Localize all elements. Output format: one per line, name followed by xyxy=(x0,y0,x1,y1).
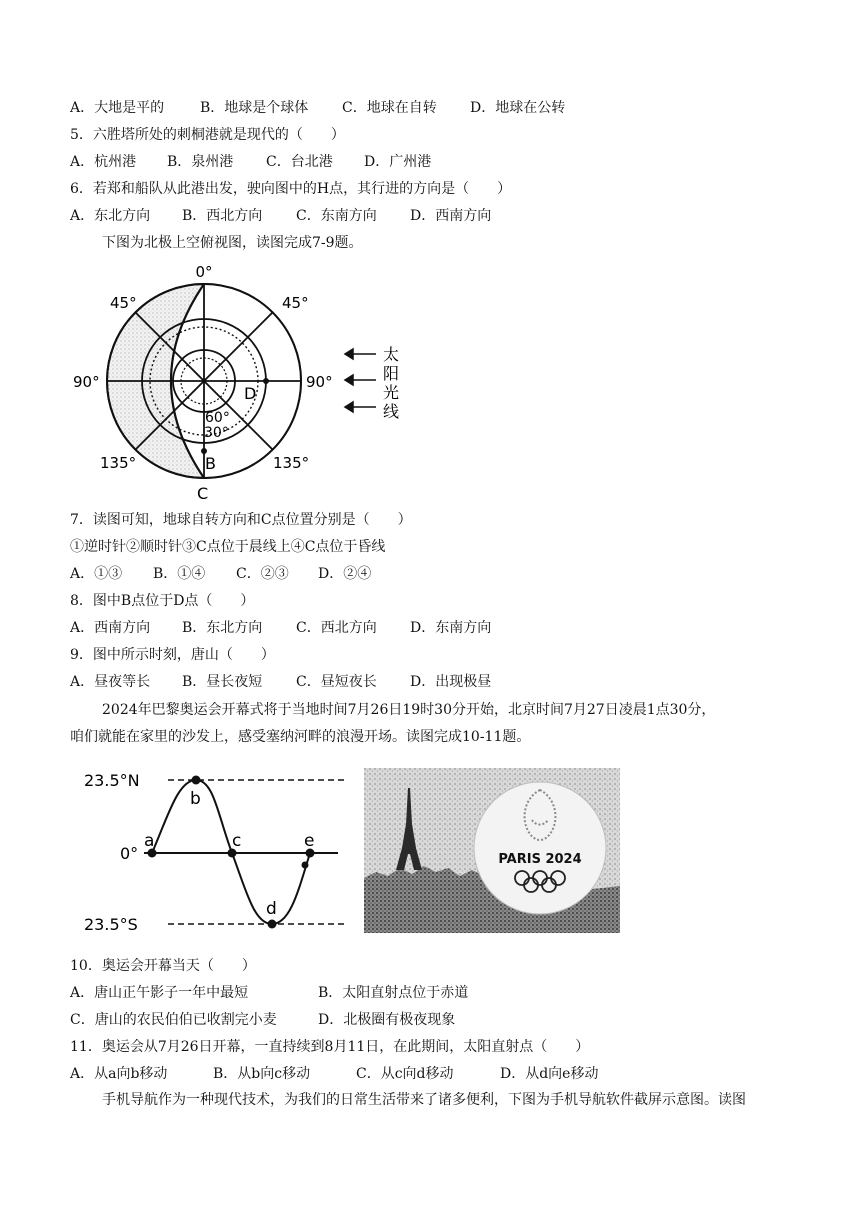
q10-option-c: C．唐山的农民伯伯已收割完小麦 xyxy=(70,1012,277,1028)
paris-2024-photo xyxy=(364,768,620,933)
q4-option-c: C．地球在自转 xyxy=(342,100,437,116)
point-d-dot xyxy=(263,378,269,384)
label-90-east: 90° xyxy=(306,373,333,391)
paris-logo-sphere xyxy=(474,782,606,914)
extra-dot xyxy=(302,862,309,869)
q6-stem: 6．若郑和船队从此港出发，驶向图中的H点，其行进的方向是（ ） xyxy=(70,181,512,197)
q7-option-c: C．②③ xyxy=(236,566,289,582)
label-lat-30: 30° xyxy=(204,425,229,441)
label-23-5-s: 23.5°S xyxy=(84,915,138,934)
label-90-west: 90° xyxy=(73,373,100,391)
q9-option-b: B．昼长夜短 xyxy=(182,674,263,690)
label-135-east: 135° xyxy=(273,454,310,472)
q9-option-a: A．昼夜等长 xyxy=(70,674,151,690)
q11-option-a: A．从a向b移动 xyxy=(70,1066,168,1082)
q11-option-d: D．从d向e移动 xyxy=(500,1066,599,1082)
sun-label-3: 光 xyxy=(382,383,400,402)
polar-view-figure xyxy=(73,256,420,506)
q7-stem: 7．读图可知，地球自转方向和C点位置分别是（ ） xyxy=(70,512,412,528)
q6-option-d: D．西南方向 xyxy=(410,208,492,224)
q5-stem: 5．六胜塔所处的刺桐港就是现代的（ ） xyxy=(70,127,345,143)
label-d: d xyxy=(266,899,277,919)
q8-option-a: A．西南方向 xyxy=(70,620,151,636)
q6-option-a: A．东北方向 xyxy=(70,208,151,224)
label-45-east: 45° xyxy=(282,294,309,312)
q11-option-c: C．从c向d移动 xyxy=(356,1066,454,1082)
q11-stem: 11．奥运会从7月26日开幕，一直持续到8月11日，在此期间，太阳直射点（ ） xyxy=(70,1039,590,1055)
label-a: a xyxy=(144,831,155,851)
q10-option-d: D．北极圈有极夜现象 xyxy=(318,1012,456,1028)
label-45-west: 45° xyxy=(110,294,137,312)
q7-choices: ①逆时针②顺时针③C点位于晨线上④C点位于昏线 xyxy=(70,539,386,555)
label-e: e xyxy=(304,831,315,851)
q11-option-b: B．从b向c移动 xyxy=(213,1066,311,1082)
q4-option-d: D．地球在公转 xyxy=(470,100,566,116)
point-d-label: D xyxy=(244,384,257,403)
q6-option-b: B．西北方向 xyxy=(182,208,263,224)
q9-option-d: D．出现极昼 xyxy=(410,674,492,690)
point-d-dot xyxy=(268,920,277,929)
point-b-dot xyxy=(192,776,201,785)
q7-option-a: A．①③ xyxy=(70,566,123,582)
q8-option-c: C．西北方向 xyxy=(296,620,377,636)
sun-ray-arrows xyxy=(345,349,376,412)
q5-option-c: C．台北港 xyxy=(266,154,333,170)
label-lat-60: 60° xyxy=(205,410,230,426)
sun-label-4: 线 xyxy=(382,402,400,421)
q8-stem: 8．图中B点位于D点（ ） xyxy=(70,593,255,609)
intro-7-9: 下图为北极上空俯视图，读图完成7-9题。 xyxy=(102,235,363,251)
label-135-west: 135° xyxy=(100,454,137,472)
q9-stem: 9．图中所示时刻，唐山（ ） xyxy=(70,647,275,663)
q8-option-d: D．东南方向 xyxy=(410,620,492,636)
q5-option-a: A．杭州港 xyxy=(70,154,137,170)
label-0: 0° xyxy=(195,263,213,281)
q10-option-a: A．唐山正午影子一年中最短 xyxy=(70,985,249,1001)
point-c-label: C xyxy=(197,484,209,503)
point-b-label: B xyxy=(205,454,216,473)
intro-10-11-line1: 2024年巴黎奥运会开幕式将于当地时间7月26日19时30分开始，北京时间7月27日凌晨1点30分， xyxy=(102,702,716,718)
q7-option-d: D．②④ xyxy=(318,566,372,582)
label-23-5-n: 23.5°N xyxy=(84,771,140,790)
q10-stem: 10．奥运会开幕当天（ ） xyxy=(70,958,256,974)
sun-label-1: 太 xyxy=(382,345,400,364)
q7-option-b: B．①④ xyxy=(153,566,206,582)
intro-next: 手机导航作为一种现代技术，为我们的日常生活带来了诸多便利，下图为手机导航软件截屏示意图。读图 xyxy=(102,1092,746,1108)
q4-option-b: B．地球是个球体 xyxy=(200,100,309,116)
paris-2024-logo-text: PARIS 2024 xyxy=(498,852,582,867)
q9-option-c: C．昼短夜长 xyxy=(296,674,377,690)
q5-option-b: B．泉州港 xyxy=(167,154,234,170)
sun-path-figure xyxy=(84,766,354,936)
label-c: c xyxy=(232,831,242,851)
q4-option-a: A．大地是平的 xyxy=(70,100,165,116)
sun-label-2: 阳 xyxy=(382,364,400,383)
label-0-deg: 0° xyxy=(120,844,139,863)
q10-option-b: B．太阳直射点位于赤道 xyxy=(318,985,469,1001)
q8-option-b: B．东北方向 xyxy=(182,620,263,636)
q5-option-d: D．广州港 xyxy=(364,154,432,170)
q6-option-c: C．东南方向 xyxy=(296,208,377,224)
intro-10-11-line2: 咱们就能在家里的沙发上，感受塞纳河畔的浪漫开场。读图完成10-11题。 xyxy=(70,729,531,745)
label-b: b xyxy=(190,789,201,809)
